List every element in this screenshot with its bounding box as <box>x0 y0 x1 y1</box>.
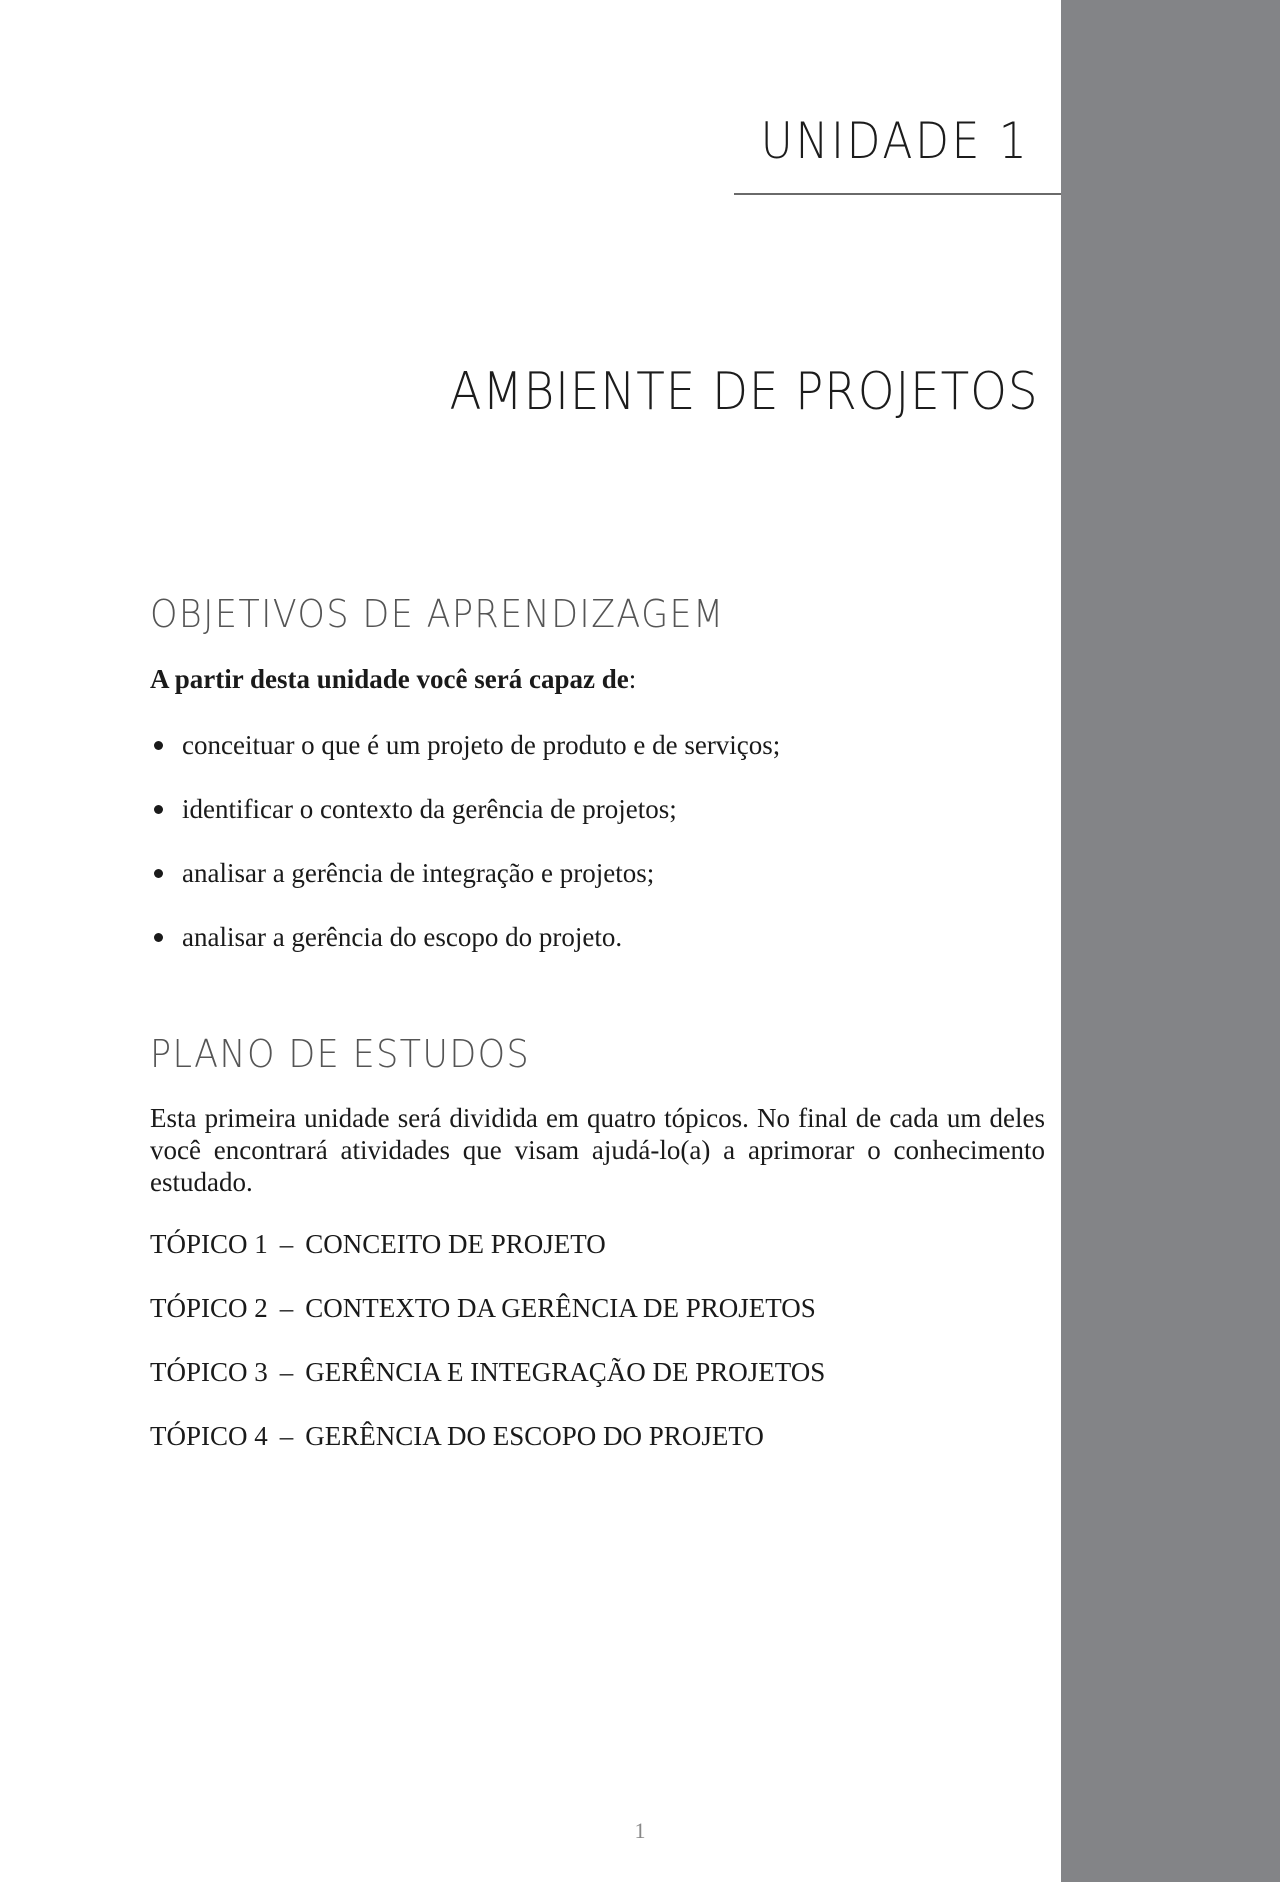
objective-item <box>150 725 780 789</box>
side-band <box>1061 0 1280 1882</box>
objectives-list <box>150 725 780 981</box>
objectives-intro-bold: A partir desta unidade você será capaz de <box>150 664 629 694</box>
objective-text: conceituar o que é um projeto de produto e de serviços; <box>182 730 781 760</box>
plan-heading: PLANO DE ESTUDOS <box>150 1032 531 1076</box>
objective-item <box>150 917 780 981</box>
topic-dash: – <box>279 1357 294 1387</box>
unit-title: UNIDADE 1 <box>760 112 1029 170</box>
topic-dash: – <box>279 1293 294 1323</box>
topic-label: TÓPICO 2 <box>150 1293 268 1323</box>
plan-description: Esta primeira unidade será dividida em quatro tópicos. No final de cada um deles você encontrará atividades que visam ajudá-lo(a) a aprimorar o conhecimento estudado. <box>150 1103 1045 1197</box>
objective-item <box>150 853 780 917</box>
objective-item <box>150 789 780 853</box>
topic-item <box>150 1224 825 1288</box>
bullet-icon <box>154 805 163 814</box>
topic-list <box>150 1224 825 1480</box>
topic-label: TÓPICO 4 <box>150 1421 268 1451</box>
topic-title: GERÊNCIA DO ESCOPO DO PROJETO <box>305 1421 764 1451</box>
topic-item <box>150 1288 825 1352</box>
topic-label: TÓPICO 3 <box>150 1357 268 1387</box>
topic-title: CONCEITO DE PROJETO <box>305 1229 606 1259</box>
topic-title: GERÊNCIA E INTEGRAÇÃO DE PROJETOS <box>305 1357 826 1387</box>
bullet-icon <box>154 933 163 942</box>
page-number: 1 <box>634 1818 646 1843</box>
objective-text: analisar a gerência do escopo do projeto. <box>182 922 623 952</box>
objective-text: analisar a gerência de integração e projetos; <box>182 858 655 888</box>
bullet-icon <box>154 741 163 750</box>
topic-dash: – <box>279 1421 294 1451</box>
objective-text: identificar o contexto da gerência de projetos; <box>182 794 677 824</box>
unit-title-rule <box>734 193 1061 195</box>
objectives-intro-suffix: : <box>628 664 637 694</box>
chapter-title: AMBIENTE DE PROJETOS <box>448 362 1038 422</box>
topic-title: CONTEXTO DA GERÊNCIA DE PROJETOS <box>305 1293 816 1323</box>
objectives-intro <box>150 664 636 695</box>
topic-label: TÓPICO 1 <box>150 1229 268 1259</box>
topic-item <box>150 1352 825 1416</box>
bullet-icon <box>154 869 163 878</box>
objectives-heading: OBJETIVOS DE APRENDIZAGEM <box>150 592 725 636</box>
topic-dash: – <box>279 1229 294 1259</box>
topic-item <box>150 1416 825 1480</box>
